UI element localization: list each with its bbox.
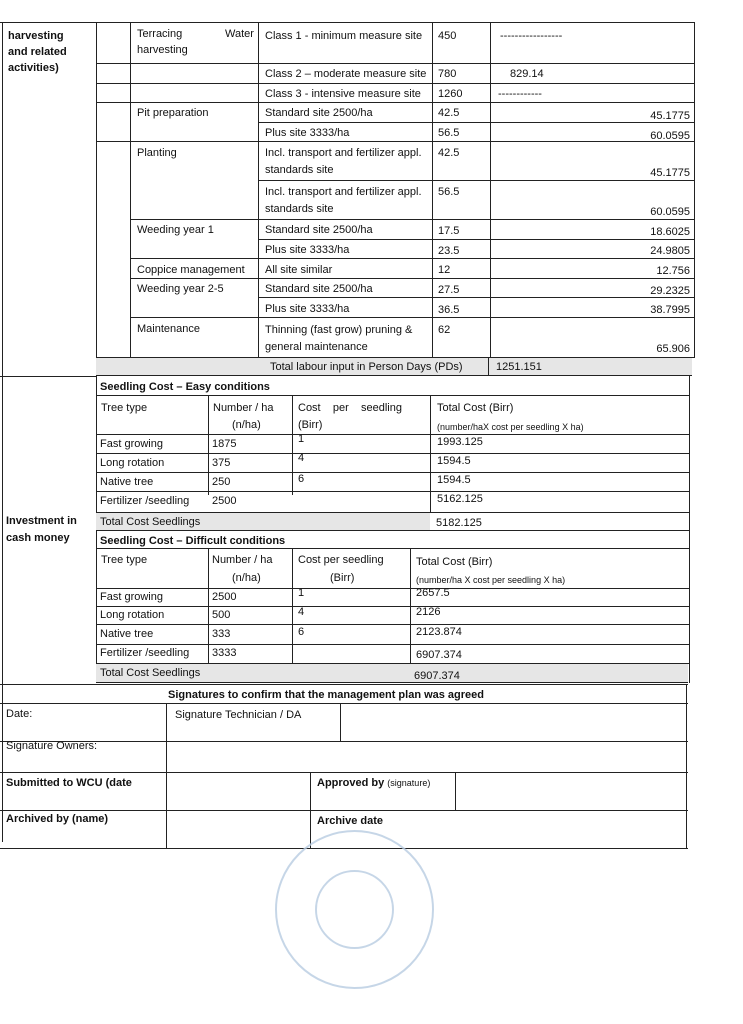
activity-cell: Terracing	[137, 28, 183, 40]
col-header: Tree type	[101, 402, 148, 414]
col-header: Number / ha	[212, 554, 273, 566]
archive-date-label: Archive date	[317, 815, 384, 827]
pd-cell: 42.5	[438, 107, 460, 119]
pd-cell: 27.5	[438, 284, 460, 296]
number: 500	[212, 609, 231, 621]
total-cell: 45.1775	[650, 110, 690, 122]
cost: 1	[298, 433, 305, 445]
approved-label: Approved by (signature)	[317, 777, 431, 789]
total-cell: 65.906	[656, 343, 690, 355]
difficult-title: Seedling Cost – Difficult conditions	[100, 535, 286, 547]
pd-cell: 780	[438, 68, 457, 80]
number: 375	[212, 457, 231, 469]
total-cell: 45.1775	[650, 167, 690, 179]
col-header: Cost per seedling	[298, 402, 402, 414]
labour-total-value: 1251.151	[496, 361, 542, 373]
site-cell: Class 1 - minimum measure site	[265, 30, 423, 42]
pd-cell: 1260	[438, 88, 463, 100]
pd-cell: 56.5	[438, 186, 460, 198]
signatures-title: Signatures to confirm that the management plan was agreed	[168, 689, 485, 701]
col-header: Number / ha	[213, 402, 274, 414]
tree-type: Fertilizer /seedling	[100, 647, 190, 659]
site-cell: All site similar	[265, 264, 333, 276]
total-cell: 829.14	[510, 68, 544, 80]
date-label: Date:	[6, 708, 33, 720]
site-cell: standards site	[265, 203, 334, 215]
tree-type: Long rotation	[100, 609, 165, 621]
pd-cell: 62	[438, 324, 451, 336]
site-cell: Class 2 – moderate measure site	[265, 68, 427, 80]
activity-cell: Water	[225, 28, 254, 40]
pd-cell: 17.5	[438, 225, 460, 237]
official-stamp	[275, 830, 434, 989]
cost: 6	[298, 473, 305, 485]
pd-cell: 42.5	[438, 147, 460, 159]
label-line: activities)	[8, 62, 59, 74]
total-cell: 60.0595	[650, 130, 690, 142]
tree-type: Native tree	[100, 628, 154, 640]
total-cell: 29.2325	[650, 285, 690, 297]
site-cell: Incl. transport and fertilizer appl.	[265, 186, 422, 198]
activity-cell: Maintenance	[137, 323, 200, 335]
total-cell: 24.9805	[650, 245, 690, 257]
number: 250	[212, 476, 231, 488]
col-header-note: (number/ha X cost per seedling X ha)	[416, 575, 566, 585]
cost: 1	[298, 587, 305, 599]
site-cell: Plus site 3333/ha	[265, 127, 350, 139]
activity-cell: Coppice management	[137, 264, 245, 276]
site-cell: Plus site 3333/ha	[265, 244, 350, 256]
col-header: Tree type	[101, 554, 148, 566]
activity-cell: harvesting	[137, 44, 188, 56]
total: 1594.5	[437, 455, 471, 467]
site-cell: Plus site 3333/ha	[265, 303, 350, 315]
activity-cell: Weeding year 1	[137, 224, 214, 236]
pd-cell: 12	[438, 264, 451, 276]
total-cell: 12.756	[656, 265, 690, 277]
easy-title: Seedling Cost – Easy conditions	[100, 381, 270, 393]
technician-label: Signature Technician / DA	[175, 709, 302, 721]
total: 6907.374	[416, 649, 462, 661]
number: 1875	[212, 438, 237, 450]
pd-cell: 56.5	[438, 127, 460, 139]
total: 5162.125	[437, 493, 483, 505]
cost: 4	[298, 606, 305, 618]
site-cell: Standard site 2500/ha	[265, 107, 373, 119]
difficult-total-value: 6907.374	[414, 670, 460, 682]
label-line: and related	[8, 46, 67, 58]
activity-cell: Planting	[137, 147, 177, 159]
total-cell: ------------	[498, 88, 542, 100]
archived-by-label: Archived by (name)	[6, 813, 109, 825]
number: 2500	[212, 495, 237, 507]
total: 1993.125	[437, 436, 483, 448]
easy-total-value: 5182.125	[436, 517, 482, 529]
col-header: (n/ha)	[232, 419, 261, 431]
cost: 6	[298, 626, 305, 638]
site-cell: Thinning (fast grow) pruning &	[265, 324, 413, 336]
total: 2123.874	[416, 626, 462, 638]
col-header: (n/ha)	[232, 572, 261, 584]
site-cell: Standard site 2500/ha	[265, 283, 373, 295]
tree-type: Fast growing	[100, 591, 163, 603]
difficult-total-label: Total Cost Seedlings	[100, 667, 201, 679]
col-header: Total Cost (Birr)	[437, 402, 514, 414]
site-cell: Standard site 2500/ha	[265, 224, 373, 236]
tree-type: Long rotation	[100, 457, 165, 469]
site-cell: general maintenance	[265, 341, 368, 353]
col-header: (Birr)	[330, 572, 355, 584]
submitted-label: Submitted to WCU (date	[6, 777, 132, 789]
number: 2500	[212, 591, 237, 603]
label-line: harvesting	[8, 30, 64, 42]
number: 333	[212, 628, 231, 640]
tree-type: Native tree	[100, 476, 154, 488]
pd-cell: 36.5	[438, 304, 460, 316]
cost: 4	[298, 452, 305, 464]
activity-cell: Weeding year 2-5	[137, 283, 224, 295]
total-cell: 18.6025	[650, 226, 690, 238]
site-cell: Incl. transport and fertilizer appl.	[265, 147, 422, 159]
number: 3333	[212, 647, 237, 659]
tree-type: Fast growing	[100, 438, 163, 450]
col-header: (Birr)	[298, 419, 323, 431]
tree-type: Fertilizer /seedling	[100, 495, 190, 507]
total: 2126	[416, 606, 441, 618]
label-line: cash money	[6, 532, 70, 544]
total-cell: -----------------	[500, 30, 563, 42]
owners-label: Signature Owners:	[6, 740, 98, 752]
easy-total-label: Total Cost Seedlings	[100, 516, 201, 528]
total-cell: 60.0595	[650, 206, 690, 218]
pd-cell: 23.5	[438, 245, 460, 257]
stamp-inner-ring	[315, 870, 394, 949]
total: 1594.5	[437, 474, 471, 486]
col-header: Cost per seedling	[298, 554, 384, 566]
activity-cell: Pit preparation	[137, 107, 209, 119]
pd-cell: 450	[438, 30, 457, 42]
site-cell: standards site	[265, 164, 334, 176]
label-line: Investment in	[6, 515, 77, 527]
total-cell: 38.7995	[650, 304, 690, 316]
col-header: Total Cost (Birr)	[416, 556, 493, 568]
total: 2657.5	[416, 587, 450, 599]
labour-total-label: Total labour input in Person Days (PDs)	[270, 361, 463, 373]
site-cell: Class 3 - intensive measure site	[265, 88, 421, 100]
col-header-note: (number/haX cost per seedling X ha)	[437, 422, 584, 432]
